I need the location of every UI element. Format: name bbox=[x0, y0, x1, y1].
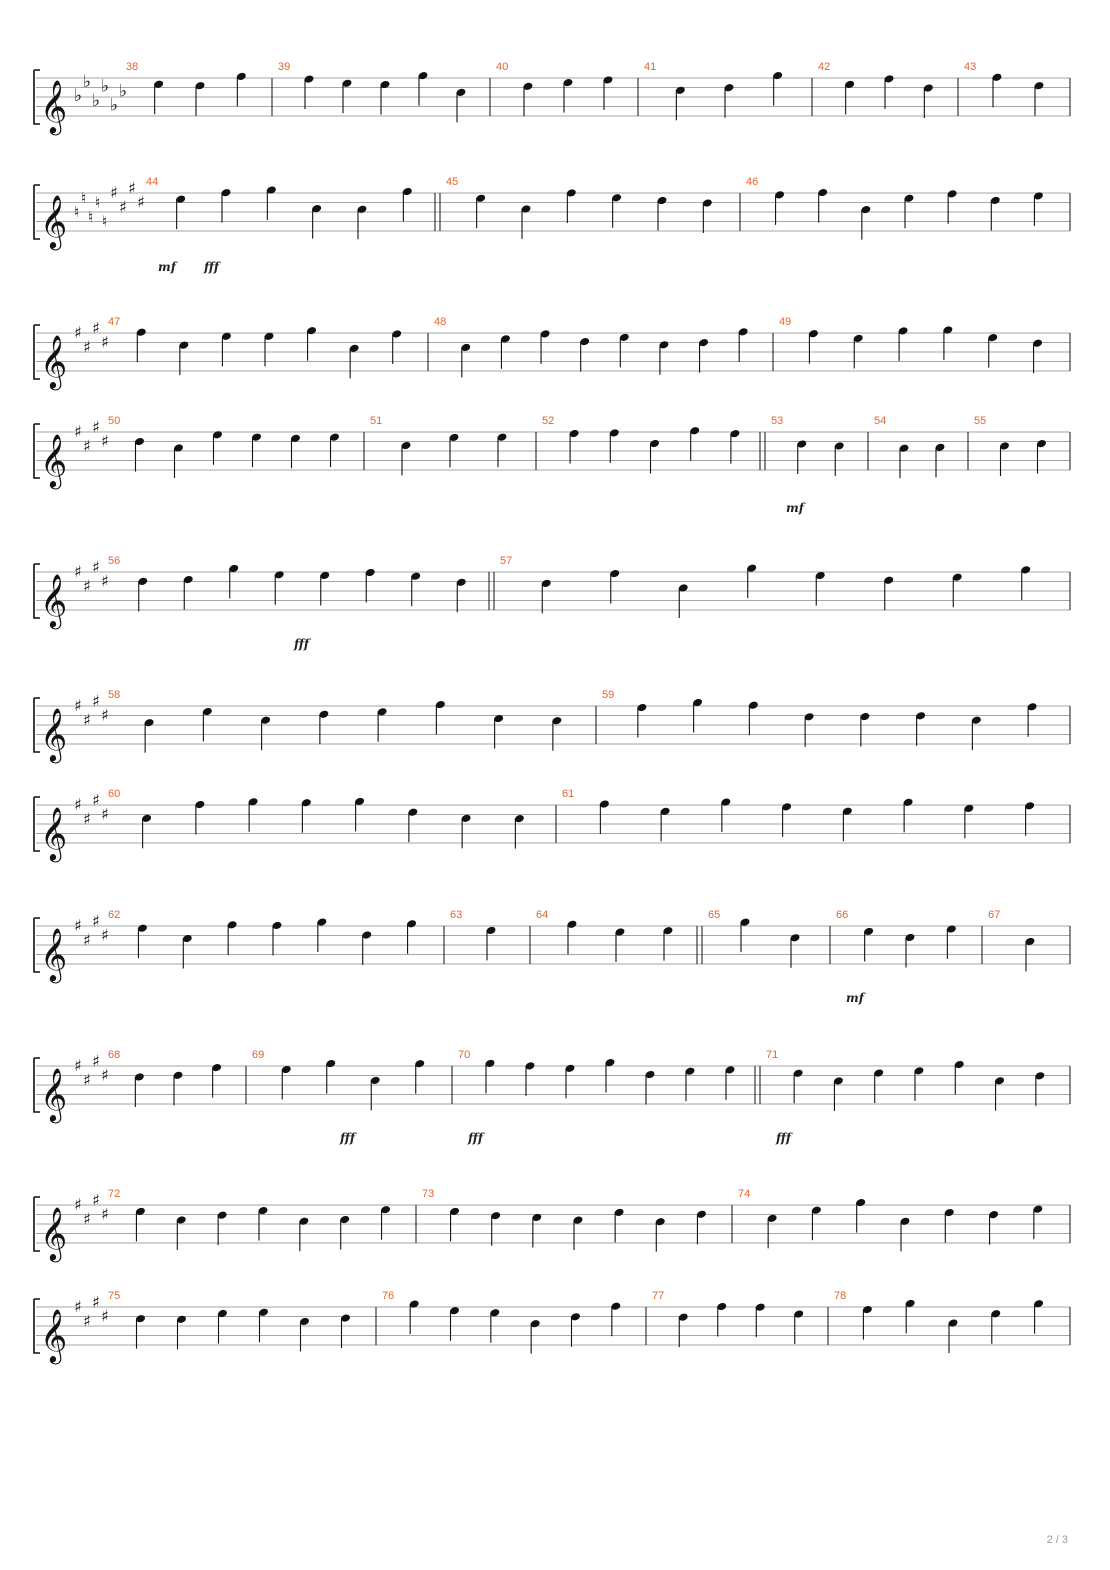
dynamic-marking: fff bbox=[204, 260, 220, 274]
flat-icon: ♭ bbox=[74, 86, 83, 106]
treble-clef-icon: 𝄞 bbox=[40, 334, 68, 388]
staff-system bbox=[34, 689, 1070, 763]
sharp-icon: ♯ bbox=[92, 1190, 100, 1210]
sharp-icon: ♯ bbox=[74, 1056, 82, 1075]
measure-number: 40 bbox=[496, 61, 509, 73]
measure-number: 45 bbox=[446, 176, 459, 188]
measure-number: 53 bbox=[771, 415, 784, 427]
sharp-icon: ♯ bbox=[83, 436, 91, 456]
sharp-icon: ♯ bbox=[92, 1051, 100, 1071]
measure-number: 51 bbox=[370, 415, 383, 427]
measure-number: 57 bbox=[500, 555, 513, 567]
measure-number: 62 bbox=[108, 909, 121, 921]
treble-clef-icon: 𝄞 bbox=[40, 1206, 68, 1260]
measure-number: 66 bbox=[836, 909, 849, 921]
staff-system bbox=[34, 61, 1070, 135]
natural-icon: ♮ bbox=[88, 207, 94, 226]
natural-icon: ♮ bbox=[102, 212, 108, 231]
measure-number: 49 bbox=[779, 316, 792, 328]
measure-number: 72 bbox=[108, 1188, 121, 1200]
measure-number: 48 bbox=[434, 316, 447, 328]
staff-system bbox=[34, 1049, 1070, 1145]
flat-icon: ♭ bbox=[83, 71, 92, 92]
sharp-icon: ♯ bbox=[83, 1209, 91, 1229]
flat-icon: ♭ bbox=[92, 90, 101, 111]
sharp-icon: ♯ bbox=[92, 1292, 100, 1312]
staff-system bbox=[34, 555, 1070, 651]
treble-clef-icon: 𝄞 bbox=[40, 194, 68, 248]
measure-number: 64 bbox=[536, 909, 549, 921]
measure-number: 44 bbox=[146, 176, 159, 188]
sharp-icon: ♯ bbox=[128, 178, 136, 198]
sharp-icon: ♯ bbox=[83, 809, 91, 829]
sharp-icon: ♯ bbox=[74, 795, 82, 814]
measure-number: 77 bbox=[652, 1290, 665, 1302]
natural-icon: ♮ bbox=[95, 193, 101, 212]
treble-clef-icon: 𝄞 bbox=[40, 433, 68, 487]
sharp-icon: ♯ bbox=[92, 911, 100, 931]
treble-clef-icon: 𝄞 bbox=[40, 927, 68, 981]
sharp-icon: ♯ bbox=[74, 916, 82, 935]
sharp-icon: ♯ bbox=[74, 422, 82, 441]
measure-number: 61 bbox=[562, 788, 575, 800]
measure-number: 43 bbox=[964, 61, 977, 73]
dynamic-marking: fff bbox=[468, 1131, 484, 1145]
sharp-icon: ♯ bbox=[74, 1297, 82, 1316]
sharp-icon: ♯ bbox=[110, 183, 118, 202]
flat-icon: ♭ bbox=[110, 95, 119, 116]
sharp-icon: ♯ bbox=[101, 804, 109, 824]
sharp-icon: ♯ bbox=[92, 557, 100, 577]
staff-system bbox=[34, 1290, 1070, 1364]
measure-number: 41 bbox=[644, 61, 657, 73]
page-indicator: 2 / 3 bbox=[1046, 1534, 1068, 1546]
flat-icon: ♭ bbox=[119, 81, 128, 102]
measure-number: 47 bbox=[108, 316, 121, 328]
measure-number: 58 bbox=[108, 689, 121, 701]
sharp-icon: ♯ bbox=[83, 337, 91, 357]
sharp-icon: ♯ bbox=[101, 1204, 109, 1224]
treble-clef-icon: 𝄞 bbox=[40, 1067, 68, 1121]
measure-number: 73 bbox=[422, 1188, 435, 1200]
sharp-icon: ♯ bbox=[119, 197, 127, 217]
measure-number: 55 bbox=[974, 415, 987, 427]
treble-clef-icon: 𝄞 bbox=[40, 806, 68, 860]
sharp-icon: ♯ bbox=[83, 930, 91, 950]
sharp-icon: ♯ bbox=[83, 1311, 91, 1331]
measure-number: 46 bbox=[746, 176, 759, 188]
measure-number: 56 bbox=[108, 555, 121, 567]
measure-number: 70 bbox=[458, 1049, 471, 1061]
measure-number: 69 bbox=[252, 1049, 265, 1061]
measure-number: 39 bbox=[278, 61, 291, 73]
flat-icon: ♭ bbox=[101, 76, 110, 97]
measure-number: 54 bbox=[874, 415, 887, 427]
sharp-icon: ♯ bbox=[83, 576, 91, 596]
measure-number: 68 bbox=[108, 1049, 121, 1061]
measure-number: 63 bbox=[450, 909, 463, 921]
measure-number: 71 bbox=[766, 1049, 779, 1061]
dynamic-marking: fff bbox=[340, 1131, 356, 1145]
staff-system bbox=[34, 176, 1070, 274]
sharp-icon: ♯ bbox=[92, 417, 100, 437]
sharp-icon: ♯ bbox=[83, 710, 91, 730]
measure-number: 52 bbox=[542, 415, 555, 427]
measure-number: 75 bbox=[108, 1290, 121, 1302]
staff-system bbox=[34, 788, 1070, 862]
sharp-icon: ♯ bbox=[83, 1070, 91, 1090]
measure-number: 74 bbox=[738, 1188, 751, 1200]
dynamic-marking: mf bbox=[846, 991, 864, 1005]
sharp-icon: ♯ bbox=[92, 790, 100, 810]
sharp-icon: ♯ bbox=[101, 705, 109, 725]
sharp-icon: ♯ bbox=[137, 192, 145, 212]
dynamic-marking: mf bbox=[158, 260, 176, 274]
measure-number: 59 bbox=[602, 689, 615, 701]
staff-system bbox=[34, 415, 1070, 515]
staff-system bbox=[34, 1188, 1070, 1262]
measure-number: 50 bbox=[108, 415, 121, 427]
sharp-icon: ♯ bbox=[92, 318, 100, 338]
measure-number: 67 bbox=[988, 909, 1001, 921]
measure-number: 60 bbox=[108, 788, 121, 800]
sharp-icon: ♯ bbox=[74, 696, 82, 715]
measure-number: 78 bbox=[834, 1290, 847, 1302]
sharp-icon: ♯ bbox=[101, 1306, 109, 1326]
dynamic-marking: fff bbox=[294, 637, 310, 651]
sharp-icon: ♯ bbox=[101, 332, 109, 352]
treble-clef-icon: 𝄞 bbox=[40, 707, 68, 761]
treble-clef-icon: 𝄞 bbox=[40, 573, 68, 627]
measure-number: 38 bbox=[126, 61, 139, 73]
measure-number: 42 bbox=[818, 61, 831, 73]
sharp-icon: ♯ bbox=[101, 925, 109, 945]
natural-icon: ♮ bbox=[81, 188, 87, 207]
sharp-icon: ♯ bbox=[92, 691, 100, 711]
dynamic-marking: fff bbox=[776, 1131, 792, 1145]
measure-number: 65 bbox=[708, 909, 721, 921]
dynamic-marking: mf bbox=[786, 501, 804, 515]
sharp-icon: ♯ bbox=[74, 1195, 82, 1214]
measure-number: 76 bbox=[382, 1290, 395, 1302]
sharp-icon: ♯ bbox=[74, 323, 82, 342]
sharp-icon: ♯ bbox=[101, 431, 109, 451]
treble-clef-icon: 𝄞 bbox=[40, 1308, 68, 1362]
sharp-icon: ♯ bbox=[74, 562, 82, 581]
natural-icon: ♮ bbox=[74, 203, 80, 221]
sharp-icon: ♯ bbox=[101, 571, 109, 591]
treble-clef-icon: 𝄞 bbox=[40, 79, 68, 133]
sharp-icon: ♯ bbox=[101, 1065, 109, 1085]
staff-system bbox=[34, 909, 1070, 1005]
staff-system bbox=[34, 316, 1070, 390]
